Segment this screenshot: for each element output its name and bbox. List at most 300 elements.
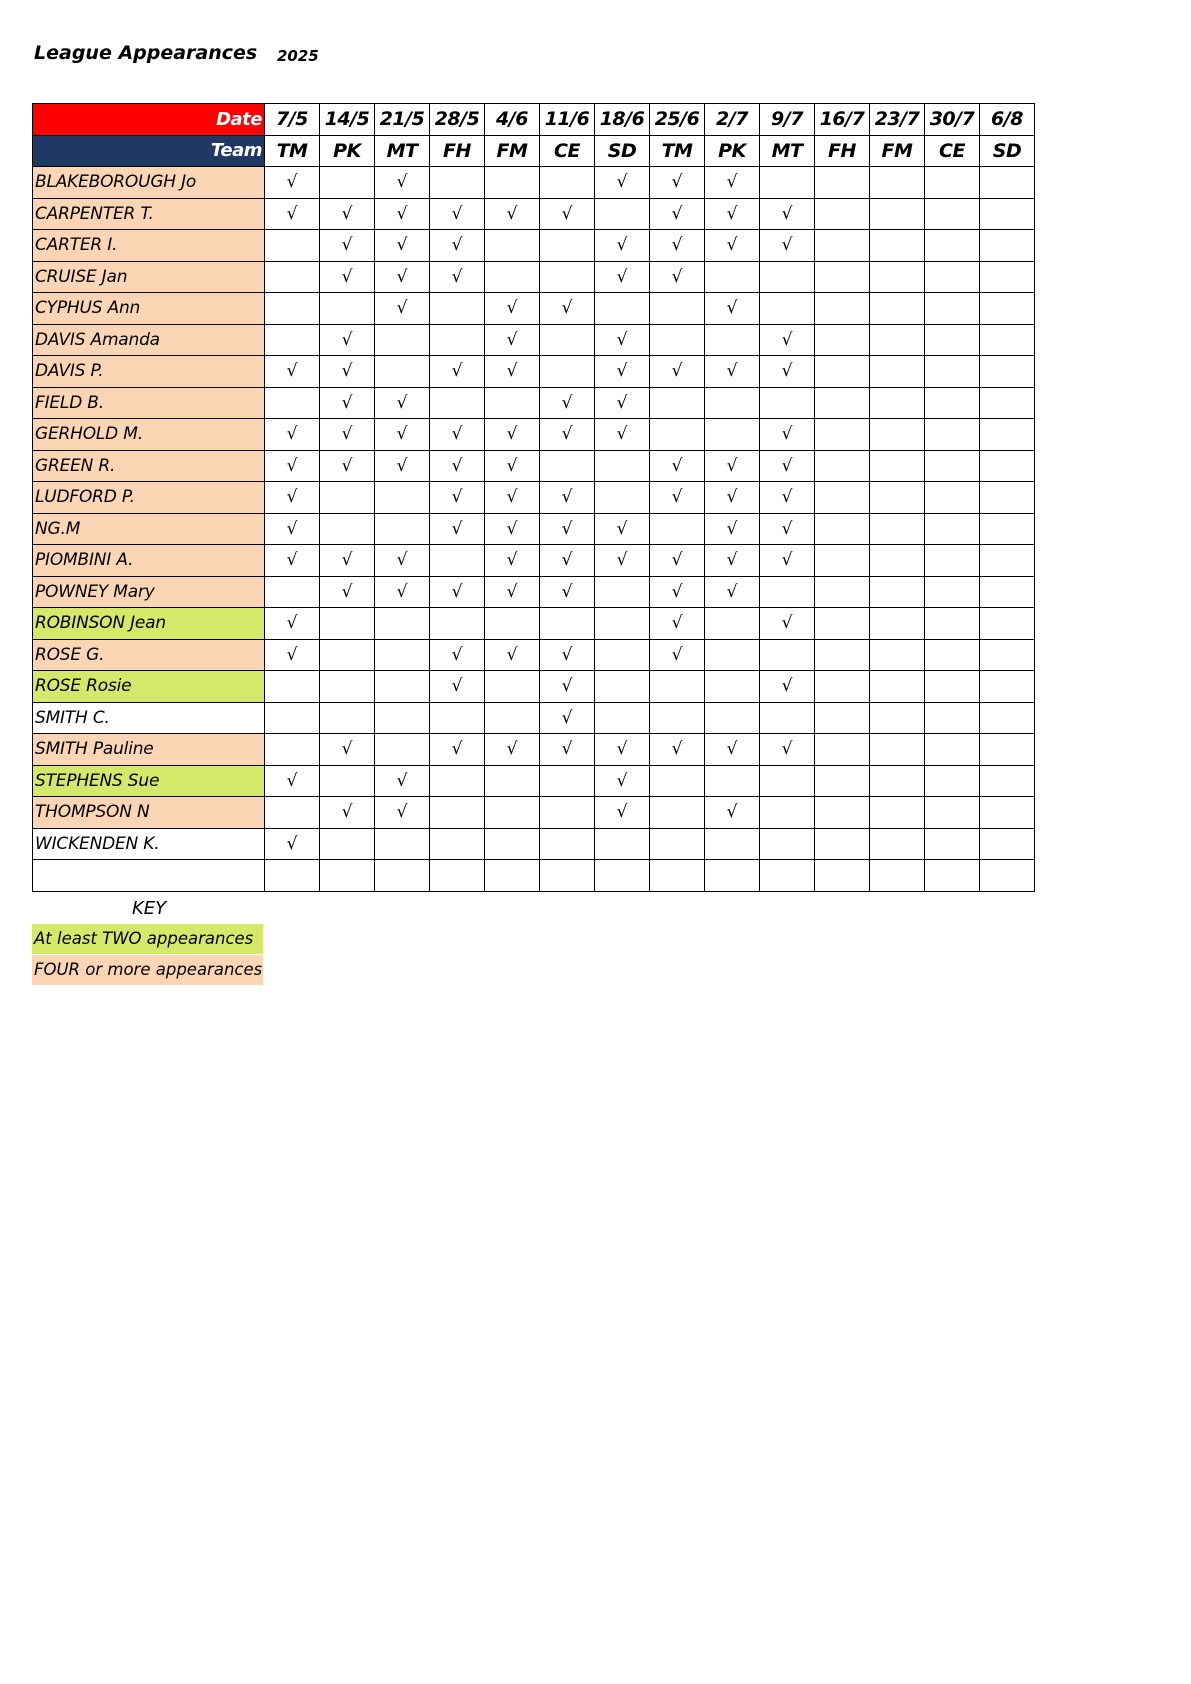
- appearance-cell: [375, 356, 430, 388]
- appearance-cell: [540, 356, 595, 388]
- appearance-cell: √: [320, 734, 375, 766]
- appearance-cell: [650, 702, 705, 734]
- appearance-cell: [870, 860, 925, 892]
- appearance-cell: √: [485, 324, 540, 356]
- appearance-cell: [870, 482, 925, 514]
- appearance-cell: [375, 860, 430, 892]
- appearance-cell: [815, 702, 870, 734]
- appearance-cell: [375, 482, 430, 514]
- appearance-cell: [925, 702, 980, 734]
- appearance-cell: [925, 387, 980, 419]
- appearance-cell: [980, 797, 1035, 829]
- appearance-cell: [485, 797, 540, 829]
- appearance-cell: [980, 860, 1035, 892]
- appearance-cell: [705, 702, 760, 734]
- player-name: LUDFORD P.: [33, 482, 265, 514]
- player-row: [33, 639, 1035, 671]
- player-name: DAVIS Amanda: [33, 324, 265, 356]
- appearance-cell: [650, 797, 705, 829]
- appearance-cell: [815, 450, 870, 482]
- appearance-cell: √: [375, 167, 430, 199]
- appearance-cell: [870, 639, 925, 671]
- appearance-cell: [595, 671, 650, 703]
- appearances-table: [32, 103, 1035, 892]
- appearance-cell: [870, 293, 925, 325]
- appearance-cell: [870, 167, 925, 199]
- appearance-cell: √: [265, 419, 320, 451]
- appearance-cell: [760, 765, 815, 797]
- player-name: FIELD B.: [33, 387, 265, 419]
- appearance-cell: [870, 797, 925, 829]
- date-header-cell: 23/7: [870, 104, 925, 136]
- appearance-cell: √: [540, 639, 595, 671]
- appearance-cell: [265, 797, 320, 829]
- team-header-cell: FH: [430, 135, 485, 167]
- appearance-cell: [870, 702, 925, 734]
- appearance-cell: [265, 702, 320, 734]
- player-row: [33, 293, 1035, 325]
- date-header-cell: 18/6: [595, 104, 650, 136]
- appearance-cell: [925, 450, 980, 482]
- appearance-cell: [870, 734, 925, 766]
- appearance-cell: [595, 293, 650, 325]
- player-name: CYPHUS Ann: [33, 293, 265, 325]
- appearance-cell: [705, 828, 760, 860]
- appearance-cell: [760, 702, 815, 734]
- appearance-cell: [485, 671, 540, 703]
- appearance-cell: [595, 702, 650, 734]
- appearance-cell: √: [485, 419, 540, 451]
- appearance-cell: [320, 828, 375, 860]
- appearance-cell: √: [760, 419, 815, 451]
- appearance-cell: [980, 545, 1035, 577]
- appearance-cell: [760, 293, 815, 325]
- appearance-cell: √: [650, 639, 705, 671]
- appearance-cell: [925, 545, 980, 577]
- appearance-cell: [595, 860, 650, 892]
- player-name: STEPHENS Sue: [33, 765, 265, 797]
- team-header-cell: CE: [925, 135, 980, 167]
- player-row: [33, 198, 1035, 230]
- appearance-cell: [870, 513, 925, 545]
- appearance-cell: √: [265, 450, 320, 482]
- appearance-cell: [815, 482, 870, 514]
- appearance-cell: [980, 608, 1035, 640]
- appearance-cell: √: [650, 734, 705, 766]
- appearance-cell: [595, 198, 650, 230]
- appearance-cell: √: [375, 576, 430, 608]
- appearance-cell: [595, 828, 650, 860]
- appearance-cell: [540, 608, 595, 640]
- team-header-cell: SD: [980, 135, 1035, 167]
- appearance-cell: √: [430, 230, 485, 262]
- appearance-cell: [925, 230, 980, 262]
- appearance-cell: [595, 482, 650, 514]
- appearance-cell: √: [760, 513, 815, 545]
- appearance-cell: [815, 860, 870, 892]
- appearance-cell: √: [760, 482, 815, 514]
- appearance-cell: [650, 828, 705, 860]
- appearance-cell: [925, 482, 980, 514]
- key-four-appearances: FOUR or more appearances: [32, 955, 263, 985]
- team-header-cell: CE: [540, 135, 595, 167]
- appearance-cell: √: [485, 356, 540, 388]
- team-header-label: Team: [33, 135, 265, 167]
- appearance-cell: [540, 797, 595, 829]
- appearance-cell: [925, 860, 980, 892]
- appearance-cell: √: [760, 545, 815, 577]
- appearance-cell: √: [595, 545, 650, 577]
- appearance-cell: √: [650, 482, 705, 514]
- appearance-cell: √: [265, 482, 320, 514]
- appearance-cell: √: [320, 545, 375, 577]
- appearance-cell: √: [375, 230, 430, 262]
- appearance-cell: [650, 419, 705, 451]
- appearance-cell: √: [430, 419, 485, 451]
- appearance-cell: √: [760, 734, 815, 766]
- appearance-cell: [870, 356, 925, 388]
- appearance-cell: [320, 671, 375, 703]
- appearance-cell: [980, 576, 1035, 608]
- appearance-cell: √: [650, 261, 705, 293]
- appearance-cell: [485, 702, 540, 734]
- appearance-cell: √: [705, 482, 760, 514]
- player-row: [33, 797, 1035, 829]
- appearance-cell: [265, 387, 320, 419]
- player-row: [33, 608, 1035, 640]
- appearance-cell: [760, 576, 815, 608]
- appearance-cell: [815, 765, 870, 797]
- player-row: [33, 261, 1035, 293]
- appearance-cell: [980, 356, 1035, 388]
- appearance-cell: √: [430, 198, 485, 230]
- appearance-cell: [815, 639, 870, 671]
- appearance-cell: √: [540, 545, 595, 577]
- appearance-cell: [705, 419, 760, 451]
- appearance-cell: [815, 828, 870, 860]
- appearance-cell: √: [320, 419, 375, 451]
- appearance-cell: √: [540, 576, 595, 608]
- team-header-cell: MT: [375, 135, 430, 167]
- appearance-cell: √: [265, 356, 320, 388]
- appearance-cell: √: [760, 671, 815, 703]
- appearance-cell: [980, 671, 1035, 703]
- appearance-cell: [540, 765, 595, 797]
- appearance-cell: √: [540, 293, 595, 325]
- appearance-cell: [265, 860, 320, 892]
- appearance-cell: √: [705, 545, 760, 577]
- appearance-cell: √: [375, 261, 430, 293]
- appearance-cell: [595, 576, 650, 608]
- team-header-cell: MT: [760, 135, 815, 167]
- appearance-cell: √: [375, 765, 430, 797]
- player-row: [33, 828, 1035, 860]
- appearance-cell: [705, 608, 760, 640]
- appearance-cell: [375, 513, 430, 545]
- appearance-cell: [540, 450, 595, 482]
- appearance-cell: √: [320, 198, 375, 230]
- appearance-cell: [485, 608, 540, 640]
- date-header-cell: 4/6: [485, 104, 540, 136]
- appearance-cell: [760, 387, 815, 419]
- appearance-cell: √: [705, 198, 760, 230]
- appearance-cell: [870, 828, 925, 860]
- appearance-cell: [430, 167, 485, 199]
- appearance-cell: √: [320, 797, 375, 829]
- appearance-cell: √: [650, 545, 705, 577]
- appearance-cell: √: [595, 419, 650, 451]
- appearance-cell: √: [430, 671, 485, 703]
- appearance-cell: √: [540, 198, 595, 230]
- appearance-cell: √: [430, 734, 485, 766]
- player-name: NG.M: [33, 513, 265, 545]
- appearance-cell: √: [375, 450, 430, 482]
- appearance-cell: [485, 167, 540, 199]
- player-row: [33, 702, 1035, 734]
- appearance-cell: √: [540, 734, 595, 766]
- appearance-cell: √: [430, 576, 485, 608]
- appearance-cell: [980, 450, 1035, 482]
- appearance-cell: [870, 671, 925, 703]
- appearance-cell: [265, 293, 320, 325]
- appearance-cell: [375, 734, 430, 766]
- appearance-cell: √: [595, 167, 650, 199]
- player-row: [33, 671, 1035, 703]
- appearance-cell: [540, 167, 595, 199]
- appearance-cell: [705, 387, 760, 419]
- appearance-cell: √: [760, 356, 815, 388]
- player-name: THOMPSON N: [33, 797, 265, 829]
- date-header-cell: 16/7: [815, 104, 870, 136]
- appearance-cell: [485, 387, 540, 419]
- appearance-cell: [870, 765, 925, 797]
- appearance-cell: [925, 419, 980, 451]
- appearance-cell: √: [650, 608, 705, 640]
- appearance-cell: √: [540, 513, 595, 545]
- appearance-cell: [320, 860, 375, 892]
- player-row: [33, 482, 1035, 514]
- appearance-cell: √: [430, 482, 485, 514]
- player-row: [33, 230, 1035, 262]
- player-name: [33, 860, 265, 892]
- appearance-cell: [430, 797, 485, 829]
- appearance-cell: √: [705, 450, 760, 482]
- appearances-table-body: [33, 104, 1035, 892]
- appearance-cell: [980, 702, 1035, 734]
- appearance-cell: [430, 828, 485, 860]
- appearance-cell: √: [650, 450, 705, 482]
- player-row: [33, 513, 1035, 545]
- appearance-cell: [595, 639, 650, 671]
- appearance-cell: [705, 671, 760, 703]
- player-row: [33, 450, 1035, 482]
- appearance-cell: [265, 576, 320, 608]
- player-row: [33, 167, 1035, 199]
- appearance-cell: √: [595, 324, 650, 356]
- appearance-cell: [650, 860, 705, 892]
- appearance-cell: [650, 671, 705, 703]
- appearance-cell: √: [540, 387, 595, 419]
- appearance-cell: √: [485, 293, 540, 325]
- appearance-cell: √: [485, 482, 540, 514]
- appearance-cell: [980, 167, 1035, 199]
- appearance-cell: [980, 482, 1035, 514]
- appearance-cell: √: [705, 230, 760, 262]
- appearance-cell: [375, 324, 430, 356]
- appearance-cell: [925, 608, 980, 640]
- appearance-cell: √: [320, 450, 375, 482]
- appearance-cell: [430, 765, 485, 797]
- appearance-cell: [320, 765, 375, 797]
- appearance-cell: √: [650, 230, 705, 262]
- appearance-cell: √: [265, 828, 320, 860]
- appearance-cell: [815, 167, 870, 199]
- player-name: ROSE G.: [33, 639, 265, 671]
- player-name: SMITH Pauline: [33, 734, 265, 766]
- appearance-cell: √: [320, 576, 375, 608]
- player-row: [33, 860, 1035, 892]
- appearance-cell: √: [485, 545, 540, 577]
- appearance-cell: √: [320, 261, 375, 293]
- appearance-cell: [870, 261, 925, 293]
- appearance-cell: [705, 324, 760, 356]
- player-name: PIOMBINI A.: [33, 545, 265, 577]
- page-title: League Appearances: [34, 42, 258, 64]
- team-header-cell: FM: [485, 135, 540, 167]
- appearance-cell: [815, 734, 870, 766]
- appearance-cell: √: [485, 639, 540, 671]
- appearance-cell: [375, 608, 430, 640]
- appearance-cell: √: [320, 387, 375, 419]
- appearance-cell: [980, 734, 1035, 766]
- player-name: ROBINSON Jean: [33, 608, 265, 640]
- appearance-cell: √: [485, 450, 540, 482]
- appearance-cell: [980, 639, 1035, 671]
- appearance-cell: [815, 387, 870, 419]
- appearance-cell: [705, 860, 760, 892]
- appearance-cell: √: [320, 324, 375, 356]
- appearance-cell: [925, 513, 980, 545]
- player-row: [33, 765, 1035, 797]
- appearance-cell: √: [595, 734, 650, 766]
- appearance-cell: [320, 293, 375, 325]
- appearance-cell: √: [430, 513, 485, 545]
- appearance-cell: [925, 639, 980, 671]
- appearance-cell: [925, 671, 980, 703]
- appearance-cell: √: [375, 545, 430, 577]
- appearance-cell: √: [320, 230, 375, 262]
- player-name: GERHOLD M.: [33, 419, 265, 451]
- date-header-cell: 28/5: [430, 104, 485, 136]
- appearance-cell: [815, 324, 870, 356]
- appearance-cell: [980, 513, 1035, 545]
- player-row: [33, 324, 1035, 356]
- appearance-cell: [760, 860, 815, 892]
- appearance-cell: √: [595, 230, 650, 262]
- appearance-cell: [760, 828, 815, 860]
- appearance-cell: [375, 702, 430, 734]
- team-header-row: [33, 135, 1035, 167]
- appearance-cell: √: [540, 419, 595, 451]
- appearance-cell: [925, 198, 980, 230]
- appearance-cell: [320, 482, 375, 514]
- appearance-cell: √: [595, 387, 650, 419]
- appearance-cell: [540, 828, 595, 860]
- appearance-cell: [925, 576, 980, 608]
- appearance-cell: [925, 167, 980, 199]
- team-header-cell: FH: [815, 135, 870, 167]
- appearance-cell: √: [540, 671, 595, 703]
- appearance-cell: [265, 261, 320, 293]
- appearance-cell: √: [705, 293, 760, 325]
- appearance-cell: [430, 702, 485, 734]
- player-name: WICKENDEN K.: [33, 828, 265, 860]
- player-name: GREEN R.: [33, 450, 265, 482]
- appearance-cell: [595, 608, 650, 640]
- appearance-cell: √: [430, 450, 485, 482]
- appearance-cell: [540, 261, 595, 293]
- appearance-cell: [485, 261, 540, 293]
- appearance-cell: [870, 419, 925, 451]
- appearance-cell: √: [540, 702, 595, 734]
- player-name: CARPENTER T.: [33, 198, 265, 230]
- appearance-cell: √: [760, 450, 815, 482]
- appearance-cell: [650, 387, 705, 419]
- appearance-cell: [265, 734, 320, 766]
- appearance-cell: [760, 261, 815, 293]
- key-title: KEY: [132, 898, 167, 919]
- player-row: [33, 576, 1035, 608]
- appearance-cell: [815, 797, 870, 829]
- player-name: CARTER I.: [33, 230, 265, 262]
- appearance-cell: √: [430, 261, 485, 293]
- appearance-cell: [540, 324, 595, 356]
- appearance-cell: [980, 419, 1035, 451]
- date-header-cell: 7/5: [265, 104, 320, 136]
- appearance-cell: [925, 734, 980, 766]
- appearance-cell: [870, 450, 925, 482]
- appearance-cell: √: [375, 797, 430, 829]
- team-header-cell: PK: [705, 135, 760, 167]
- appearance-cell: √: [485, 513, 540, 545]
- team-header-cell: FM: [870, 135, 925, 167]
- appearance-cell: √: [650, 576, 705, 608]
- appearance-cell: √: [760, 198, 815, 230]
- appearance-cell: [815, 513, 870, 545]
- appearance-cell: [265, 324, 320, 356]
- appearance-cell: √: [595, 765, 650, 797]
- date-header-cell: 25/6: [650, 104, 705, 136]
- appearance-cell: [320, 608, 375, 640]
- appearance-cell: [430, 860, 485, 892]
- appearance-cell: √: [265, 765, 320, 797]
- appearance-cell: [980, 261, 1035, 293]
- appearance-cell: [265, 671, 320, 703]
- appearance-cell: [650, 293, 705, 325]
- appearance-cell: [705, 639, 760, 671]
- appearance-cell: [870, 545, 925, 577]
- appearance-cell: √: [265, 545, 320, 577]
- player-name: DAVIS P.: [33, 356, 265, 388]
- appearance-cell: √: [650, 198, 705, 230]
- appearance-cell: √: [430, 639, 485, 671]
- appearance-cell: √: [485, 734, 540, 766]
- player-name: BLAKEBOROUGH Jo: [33, 167, 265, 199]
- appearance-cell: [485, 860, 540, 892]
- appearance-cell: [925, 324, 980, 356]
- season-year: 2025: [277, 47, 319, 65]
- appearance-cell: [815, 230, 870, 262]
